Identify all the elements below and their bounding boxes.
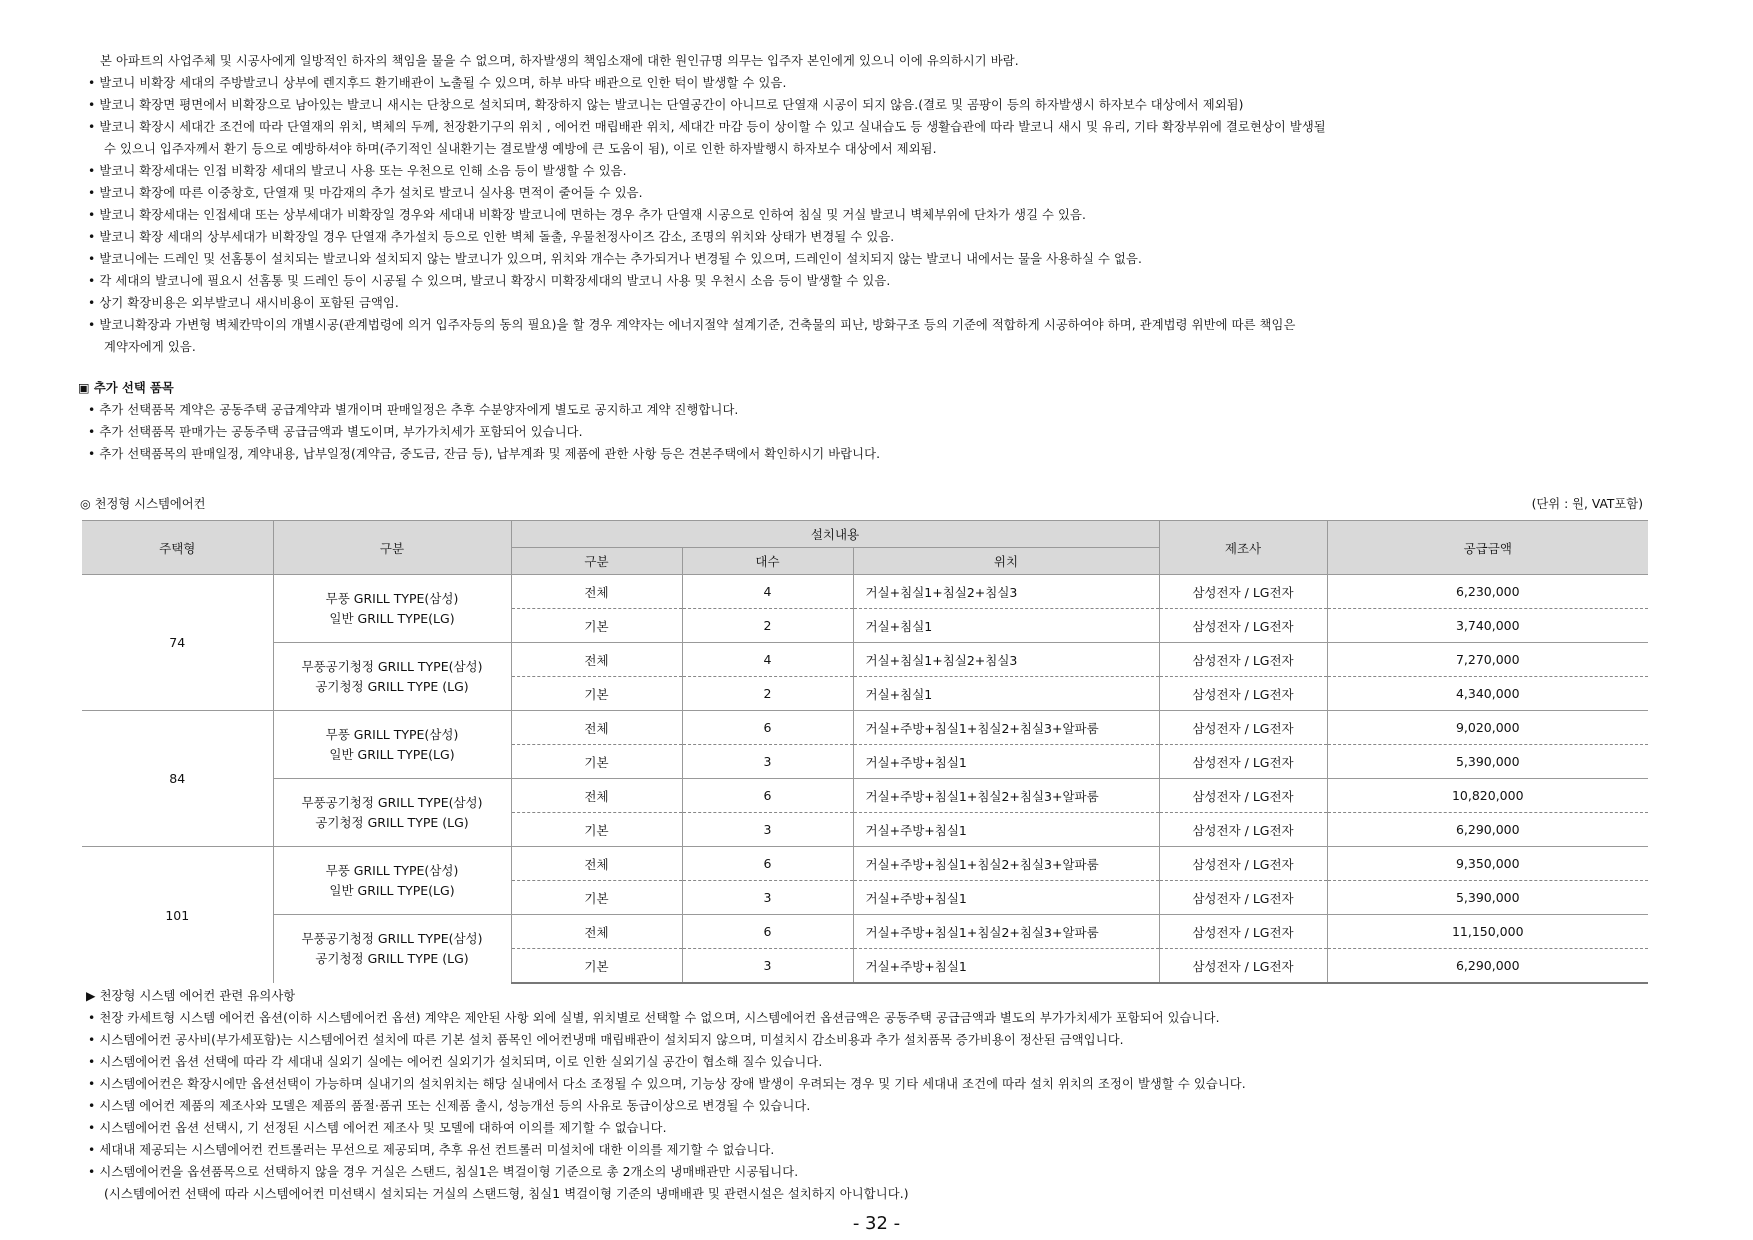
maker-cell: 삼성전자 / LG전자 xyxy=(1159,745,1327,779)
section-line: • 추가 선택품목의 판매일정, 계약내용, 납부일정(계약금, 중도금, 잔금 등), 납부계좌 및 제품에 관한 사항 등은 견본주택에서 확인하시기 바랍니다. xyxy=(88,447,881,461)
count-cell: 3 xyxy=(682,745,853,779)
note-line: • 발코니 확장세대는 인접세대 또는 상부세대가 비확장일 경우와 세대내 비확장 발코니에 면하는 경우 추가 단열재 시공으로 인하여 침실 및 거실 발코니 벽체부위에 단차가 생길 수 있음. xyxy=(88,208,1087,222)
kind-cell: 전체 xyxy=(511,779,682,813)
notes-line: • 천장 카세트형 시스템 에어컨 옵션(이하 시스템에어컨 옵션) 계약은 제안된 사항 외에 실별, 위치별로 선택할 수 없으며, 시스템에어컨 옵션금액은 공동주택 공급금액과 별도의 부가가치세가 포함되어 있습니다. xyxy=(88,1011,1220,1025)
price-cell: 5,390,000 xyxy=(1327,745,1648,779)
section-title: ▣ 추가 선택 품목 xyxy=(78,381,174,395)
house-type-cell: 84 xyxy=(82,711,273,847)
count-cell: 3 xyxy=(682,881,853,915)
option-name-line1: 무풍 GRILL TYPE(삼성) xyxy=(325,590,459,606)
header-count: 대수 xyxy=(682,548,853,575)
note-line: • 발코니 확장에 따른 이중창호, 단열재 및 마감재의 추가 설치로 발코니 실사용 면적이 줄어들 수 있음. xyxy=(88,186,643,200)
option-name-cell xyxy=(273,915,511,984)
note-line: • 발코니확장과 가변형 벽체칸막이의 개별시공(관계법령에 의거 입주자등의 동의 필요)을 할 경우 계약자는 에너지절약 설계기준, 건축물의 피난, 방화구조 등의 기준에 적합하게 시공하여야 하며, 관계법령 위반에 따른 책임은 xyxy=(88,318,1296,332)
option-name-line2: 공기청정 GRILL TYPE (LG) xyxy=(315,951,469,966)
maker-cell: 삼성전자 / LG전자 xyxy=(1159,677,1327,711)
kind-cell: 기본 xyxy=(511,813,682,847)
price-cell: 6,230,000 xyxy=(1327,575,1648,609)
option-name-line1: 무풍공기청정 GRILL TYPE(삼성) xyxy=(301,931,483,946)
note-line: • 발코니에는 드레인 및 선홈통이 설치되는 발코니와 설치되지 않는 발코니가 있으며, 위치와 개수는 추가되거나 변경될 수 있으며, 드레인이 설치되지 않는 발코니 내에서는 물을 사용하실 수 없음. xyxy=(88,252,1142,266)
option-name-line1: 무풍공기청정 GRILL TYPE(삼성) xyxy=(301,794,483,810)
kind-cell: 기본 xyxy=(511,609,682,643)
maker-cell: 삼성전자 / LG전자 xyxy=(1159,711,1327,745)
table-row xyxy=(82,779,1648,813)
kind-cell: 기본 xyxy=(511,881,682,915)
location-cell: 거실+주방+침실1 xyxy=(853,949,1159,984)
price-cell: 3,740,000 xyxy=(1327,609,1648,643)
kind-cell: 전체 xyxy=(511,847,682,881)
kind-cell: 기본 xyxy=(511,949,682,984)
maker-cell: 삼성전자 / LG전자 xyxy=(1159,779,1327,813)
kind-cell: 기본 xyxy=(511,677,682,711)
note-line: • 상기 확장비용은 외부발코니 새시비용이 포함된 금액임. xyxy=(88,296,399,310)
notes-line: • 시스템에어컨을 옵션품목으로 선택하지 않을 경우 거실은 스탠드, 침실1은 벽걸이형 기준으로 총 2개소의 냉매배관만 시공됩니다. xyxy=(88,1165,799,1179)
price-cell: 6,290,000 xyxy=(1327,813,1648,847)
location-cell: 거실+주방+침실1+침실2+침실3+알파룸 xyxy=(853,847,1159,881)
kind-cell: 전체 xyxy=(511,711,682,745)
table-row xyxy=(82,915,1648,949)
note-line: • 발코니 확장세대는 인접 비확장 세대의 발코니 사용 또는 우천으로 인해 소음 등이 발생할 수 있음. xyxy=(88,164,627,178)
kind-cell: 기본 xyxy=(511,745,682,779)
option-name-cell xyxy=(273,847,511,915)
price-cell: 6,290,000 xyxy=(1327,949,1648,984)
price-cell: 7,270,000 xyxy=(1327,643,1648,677)
notes-line: • 시스템에어컨 공사비(부가세포함)는 시스템에어컨 설치에 따른 기본 설치 품목인 에어컨냉매 매립배관이 설치되지 않으며, 미설치시 감소비용과 추가 설치품목 증가비용이 정산된 금액입니다. xyxy=(88,1033,1124,1047)
note-line: 본 아파트의 사업주체 및 시공사에게 일방적인 하자의 책임을 물을 수 없으며, 하자발생의 책임소재에 대한 원인규명 의무는 입주자 본인에게 있으니 이에 유의하시기 바람. xyxy=(100,54,1019,68)
count-cell: 4 xyxy=(682,643,853,677)
price-cell: 4,340,000 xyxy=(1327,677,1648,711)
option-name-line2: 일반 GRILL TYPE(LG) xyxy=(329,882,455,898)
table-row xyxy=(82,711,1648,745)
option-name-cell xyxy=(273,643,511,711)
kind-cell: 전체 xyxy=(511,575,682,609)
section-line: • 추가 선택품목 판매가는 공동주택 공급금액과 별도이며, 부가가치세가 포함되어 있습니다. xyxy=(88,425,583,439)
count-cell: 6 xyxy=(682,915,853,949)
option-name-line1: 무풍 GRILL TYPE(삼성) xyxy=(325,862,459,878)
header-install: 설치내용 xyxy=(511,521,1159,548)
table-row xyxy=(82,847,1648,881)
option-name-line1: 무풍 GRILL TYPE(삼성) xyxy=(325,726,459,742)
page-number: - 32 - xyxy=(852,1213,901,1234)
price-cell: 5,390,000 xyxy=(1327,881,1648,915)
count-cell: 3 xyxy=(682,813,853,847)
note-line: 수 있으니 입주자께서 환기 등으로 예방하셔야 하며(주기적인 실내환기는 결로발생 예방에 큰 도움이 됨), 이로 인한 하자발행시 하자보수 대상에서 제외됨. xyxy=(104,142,937,156)
location-cell: 거실+침실1+침실2+침실3 xyxy=(853,643,1159,677)
maker-cell: 삼성전자 / LG전자 xyxy=(1159,609,1327,643)
location-cell: 거실+침실1+침실2+침실3 xyxy=(853,575,1159,609)
kind-cell: 전체 xyxy=(511,915,682,949)
price-cell: 9,350,000 xyxy=(1327,847,1648,881)
maker-cell: 삼성전자 / LG전자 xyxy=(1159,949,1327,984)
table-row xyxy=(82,575,1648,609)
location-cell: 거실+주방+침실1+침실2+침실3+알파룸 xyxy=(853,915,1159,949)
header-price: 공급금액 xyxy=(1327,521,1648,575)
notes-title: ▶ 천장형 시스템 에어컨 관련 유의사항 xyxy=(86,989,296,1003)
maker-cell: 삼성전자 / LG전자 xyxy=(1159,575,1327,609)
table-body xyxy=(82,575,1648,984)
note-line: 계약자에게 있음. xyxy=(104,340,196,354)
maker-cell: 삼성전자 / LG전자 xyxy=(1159,847,1327,881)
price-cell: 9,020,000 xyxy=(1327,711,1648,745)
maker-cell: 삼성전자 / LG전자 xyxy=(1159,881,1327,915)
note-line: • 발코니 비확장 세대의 주방발코니 상부에 렌지후드 환기배관이 노출될 수 있으며, 하부 바닥 배관으로 인한 턱이 발생할 수 있음. xyxy=(88,76,787,90)
count-cell: 6 xyxy=(682,847,853,881)
location-cell: 거실+침실1 xyxy=(853,609,1159,643)
notes-line: • 시스템 에어컨 제품의 제조사와 모델은 제품의 품절·품귀 또는 신제품 출시, 성능개선 등의 사유로 동급이상으로 변경될 수 있습니다. xyxy=(88,1099,811,1113)
maker-cell: 삼성전자 / LG전자 xyxy=(1159,813,1327,847)
unit-note: (단위 : 원, VAT포함) xyxy=(1531,497,1643,511)
count-cell: 3 xyxy=(682,949,853,984)
header-location: 위치 xyxy=(853,548,1159,575)
section-line: • 추가 선택품목 계약은 공동주택 공급계약과 별개이며 판매일정은 추후 수분양자에게 별도로 공지하고 계약 진행합니다. xyxy=(88,403,739,417)
header-sub-category: 구분 xyxy=(511,548,682,575)
note-line: • 발코니 확장 세대의 상부세대가 비확장일 경우 단열재 추가설치 등으로 인한 벽체 돌출, 우물천정사이즈 감소, 조명의 위치와 상태가 변경될 수 있음. xyxy=(88,230,895,244)
table-title: ◎ 천정형 시스템에어컨 xyxy=(80,497,206,511)
count-cell: 2 xyxy=(682,677,853,711)
location-cell: 거실+주방+침실1 xyxy=(853,745,1159,779)
option-name-line2: 일반 GRILL TYPE(LG) xyxy=(329,746,455,762)
location-cell: 거실+주방+침실1 xyxy=(853,881,1159,915)
option-name-line2: 공기청정 GRILL TYPE (LG) xyxy=(315,678,469,694)
note-line: • 발코니 확장면 평면에서 비확장으로 남아있는 발코니 새시는 단창으로 설치되며, 확장하지 않는 발코니는 단열공간이 아니므로 단열재 시공이 되지 않음.(결로 및 곰팡이 등의 하자발생시 하자보수 대상에서 제외됨) xyxy=(88,98,1244,112)
option-name-cell xyxy=(273,575,511,643)
table-row xyxy=(82,643,1648,677)
maker-cell: 삼성전자 / LG전자 xyxy=(1159,915,1327,949)
note-line: • 각 세대의 발코니에 필요시 선홈통 및 드레인 등이 시공될 수 있으며, 발코니 확장시 미확장세대의 발코니 사용 및 우천시 소음 등이 발생할 수 있음. xyxy=(88,274,891,288)
house-type-cell: 74 xyxy=(82,575,273,711)
option-name-line1: 무풍공기청정 GRILL TYPE(삼성) xyxy=(301,658,483,674)
house-type-cell: 101 xyxy=(82,847,273,984)
header-maker: 제조사 xyxy=(1159,521,1327,575)
count-cell: 6 xyxy=(682,711,853,745)
option-name-line2: 일반 GRILL TYPE(LG) xyxy=(329,610,455,626)
notes-line: • 시스템에어컨은 확장시에만 옵션선택이 가능하며 실내기의 설치위치는 해당 실내에서 다소 조정될 수 있으며, 기능상 장애 발생이 우려되는 경우 및 기타 세대내 조건에 따라 설치 위치의 조정이 발생할 수 있습니다. xyxy=(88,1077,1246,1091)
notes-line: • 세대내 제공되는 시스템에어컨 컨트롤러는 무선으로 제공되며, 추후 유선 컨트롤러 미설치에 대한 이의를 제기할 수 없습니다. xyxy=(88,1143,775,1157)
location-cell: 거실+침실1 xyxy=(853,677,1159,711)
location-cell: 거실+주방+침실1+침실2+침실3+알파룸 xyxy=(853,711,1159,745)
option-name-cell xyxy=(273,779,511,847)
count-cell: 2 xyxy=(682,609,853,643)
price-cell: 10,820,000 xyxy=(1327,779,1648,813)
count-cell: 6 xyxy=(682,779,853,813)
notes-line: • 시스템에어컨 옵션 선택에 따라 각 세대내 실외기 실에는 에어컨 실외기가 설치되며, 이로 인한 실외기실 공간이 협소해 질수 있습니다. xyxy=(88,1055,823,1069)
note-line: • 발코니 확장시 세대간 조건에 따라 단열재의 위치, 벽체의 두께, 천장환기구의 위치 , 에어컨 매립배관 위치, 세대간 마감 등이 상이할 수 있고 실내습도 등 생활습관에 따라 발코니 새시 및 유리, 기타 확장부위에 결로현상이 발생될 xyxy=(88,120,1326,134)
location-cell: 거실+주방+침실1 xyxy=(853,813,1159,847)
header-house-type: 주택형 xyxy=(82,521,273,575)
maker-cell: 삼성전자 / LG전자 xyxy=(1159,643,1327,677)
option-name-cell xyxy=(273,711,511,779)
aircon-price-table xyxy=(82,520,1648,984)
price-cell: 11,150,000 xyxy=(1327,915,1648,949)
header-category: 구분 xyxy=(273,521,511,575)
notes-line: • 시스템에어컨 옵션 선택시, 기 선정된 시스템 에어컨 제조사 및 모델에 대하여 이의를 제기할 수 없습니다. xyxy=(88,1121,667,1135)
option-name-line2: 공기청정 GRILL TYPE (LG) xyxy=(315,814,469,830)
count-cell: 4 xyxy=(682,575,853,609)
notes-line: (시스템에어컨 선택에 따라 시스템에어컨 미선택시 설치되는 거실의 스탠드형, 침실1 벽걸이형 기준의 냉매배관 및 관련시설은 설치하지 아니합니다.) xyxy=(104,1187,909,1201)
location-cell: 거실+주방+침실1+침실2+침실3+알파룸 xyxy=(853,779,1159,813)
kind-cell: 전체 xyxy=(511,643,682,677)
